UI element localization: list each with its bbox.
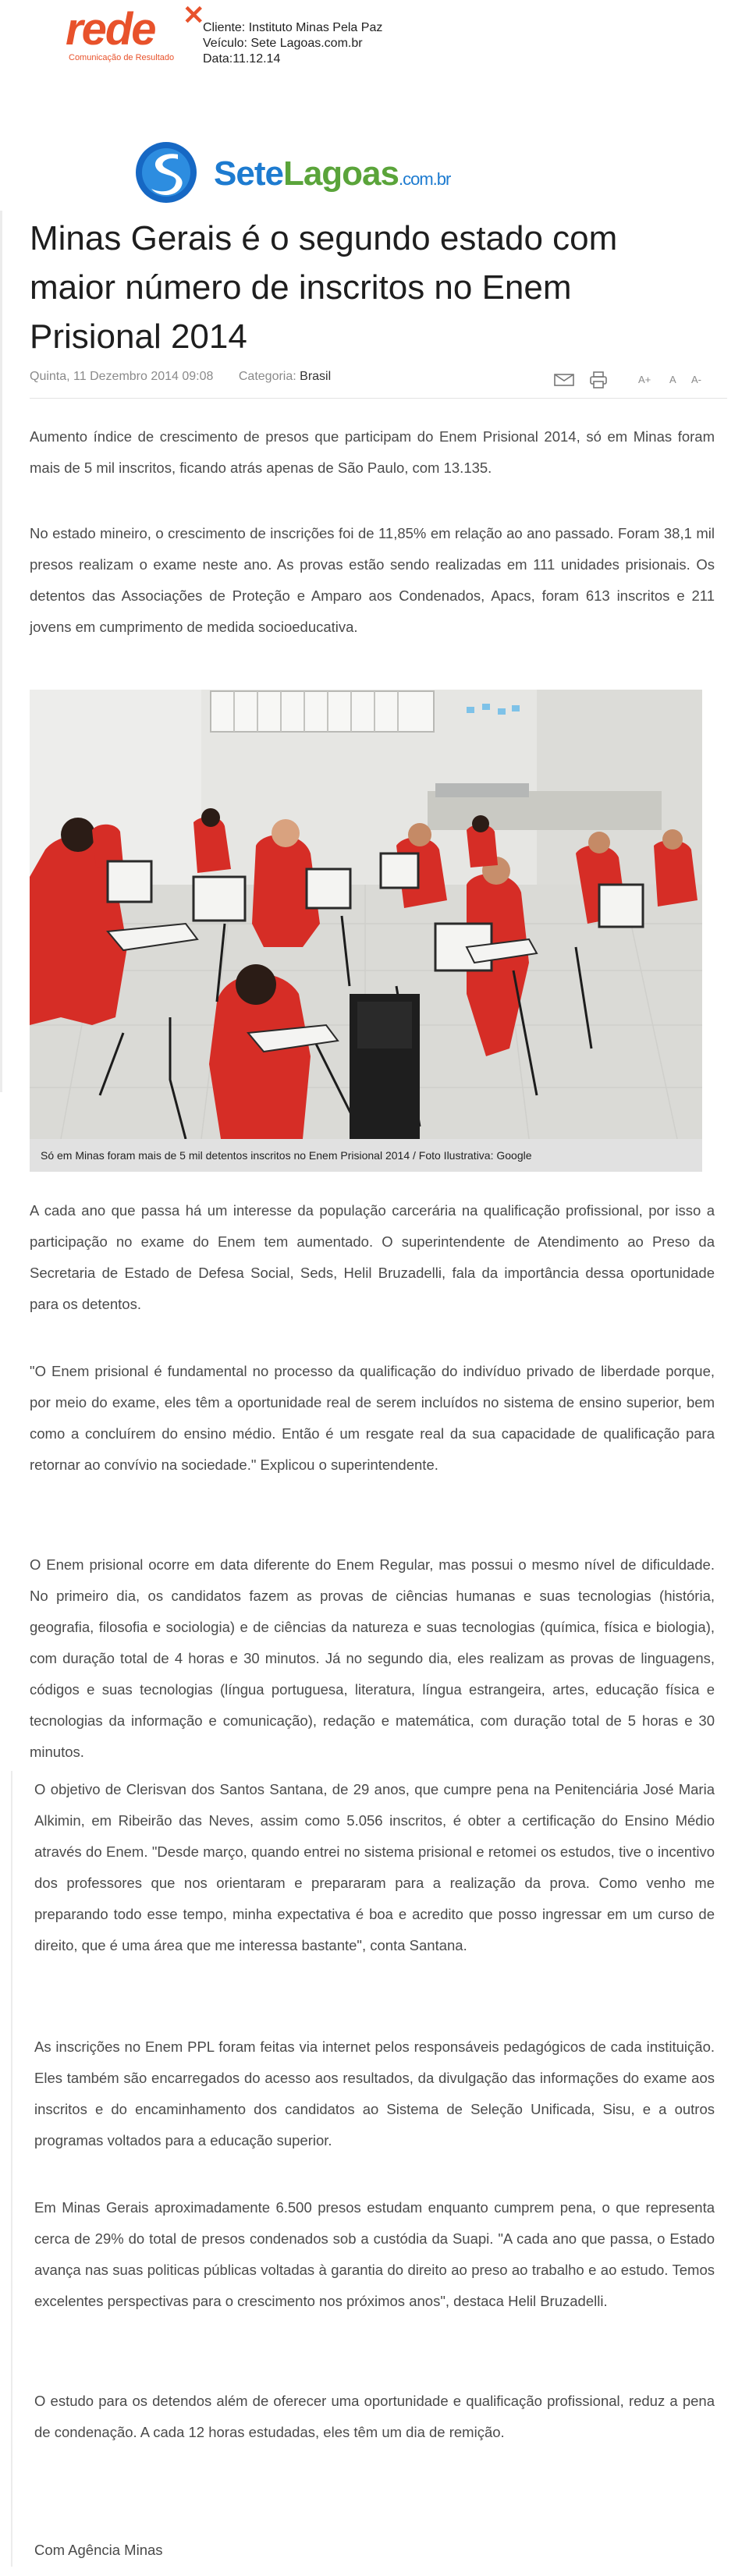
article-category-label: Categoria: (238, 370, 296, 383)
rede-logo-tagline: Comunicação de Resultado (69, 53, 175, 62)
article-paragraph: No estado mineiro, o crescimento de inscrições foi de 11,85% em relação ao ano passado. Foram 38,1 mil presos realizam o exame neste ano. As provas estão sendo realizadas em 111 unidades prisionais. Os detentos das Associações de Proteção e Amparo aos Condenados, Apacs, foram 613 inscritos e 211 jovens em cumprimento de medida socioeducativa. (30, 525, 715, 635)
left-divider-lower (11, 1771, 12, 2567)
article-paragraph: "O Enem prisional é fundamental no processo da qualificação do indivíduo privado de liberdade porque, por meio do exame, eles têm a oportunidade real de serem incluídos no sistema de ensino superior, bem como a concluírem do ensino médio. Então é um resgate real da sua capacidade de qualificação para retornar ao convívio na sociedade." Explicou o superintendente. (30, 1363, 715, 1473)
site-name-part1: Sete (214, 154, 283, 193)
clipping-date: Data:11.12.14 (203, 52, 281, 66)
font-reset-button[interactable]: A (669, 374, 676, 385)
clipping-header (66, 0, 534, 78)
email-icon[interactable] (554, 373, 574, 387)
rede-logo-x-icon: ✕ (183, 1, 205, 30)
left-divider (0, 211, 2, 1092)
article-paragraph: O estudo para os detendos além de oferecer uma oportunidade e qualificação profissional, reduz a pena de condenação. A cada 12 horas estudadas, eles têm um dia de remição. (34, 2393, 715, 2440)
site-logo-swirl-icon (134, 140, 198, 204)
font-decrease-button[interactable]: A- (691, 374, 701, 385)
clipping-client: Cliente: Instituto Minas Pela Paz (203, 21, 383, 34)
article-paragraph: Em Minas Gerais aproximadamente 6.500 presos estudam enquanto cumprem pena, o que representa cerca de 29% do total de presos condenados sob a custódia da Suapi. "A cada ano que passa, o Estado avança nas suas politicas públicas voltadas à garantia do direito ao preso ao trabalho e ao estudo. Temos excelentes perspectivas para o crescimento nos próximos anos", destaca Helil Bruzadelli. (34, 2199, 715, 2309)
site-name-part2: Lagoas (282, 154, 399, 193)
clipping-vehicle: Veículo: Sete Lagoas.com.br (203, 37, 363, 50)
site-logo[interactable] (131, 137, 474, 208)
print-icon[interactable] (590, 371, 607, 389)
article-paragraph: A cada ano que passa há um interesse da população carcerária na qualificação profissional, por isso a participação no exame do Enem tem aumentado. O superintendente de Atendimento ao Preso da Secretaria de Estado de Defesa Social, Seds, Helil Bruzadelli, fala da importância dessa oportunidade para os detentos. (30, 1202, 715, 1312)
rede-logo-word: rede (66, 4, 155, 55)
article-paragraph: As inscrições no Enem PPL foram feitas via internet pelos responsáveis pedagógicos de cada instituição. Eles também são encarregados do acesso aos resultados, da divulgação das informações do exame aos inscritos e do encaminhamento dos candidatos ao Sistema de Seleção Unificada, Sisu, e a outros programas voltados para a educação superior. (34, 2038, 715, 2148)
meta-separator (30, 398, 727, 399)
site-name-part3: .com.br (399, 169, 451, 189)
font-increase-button[interactable]: A+ (638, 374, 651, 385)
article-category[interactable]: Brasil (300, 370, 332, 383)
site-name (214, 154, 450, 193)
article-photo (30, 690, 702, 1139)
article-paragraph: O Enem prisional ocorre em data diferente do Enem Regular, mas possui o mesmo nível de dificuldade. No primeiro dia, os candidatos fazem as provas de ciências humanas e suas tecnologias (história, geografia, filosofia e sociologia) e de ciências da natureza e suas tecnologias (química, física e biologia), com duração total de 4 horas e 30 minutos. Já no segundo dia, eles realizam as provas de linguagens, códigos e suas tecnologias (língua portuguesa, literatura, língua estrangeira, artes, educação física e tecnologias da informação e comunicação), redação e matemática, com duração total de 5 horas e 30 minutos. (30, 1556, 715, 1760)
article-meta (30, 370, 732, 392)
rede-logo (66, 1, 205, 69)
article-title: Minas Gerais é o segundo estado com maior número de inscritos no Enem Prisional 2014 (30, 219, 618, 356)
article-signature: Com Agência Minas (34, 2542, 163, 2558)
article-date: Quinta, 11 Dezembro 2014 09:08 (30, 370, 214, 383)
article-paragraph: O objetivo de Clerisvan dos Santos Santana, de 29 anos, que cumpre pena na Penitenciária José Maria Alkimin, em Ribeirão das Neves, assim como 5.056 inscritos, é obter a certificação do Ensino Médio através do Enem. "Desde março, quando entrei no sistema prisional e retomei os estudos, tive o incentivo dos professores que nos orientaram e prepararam para a realização da prova. Como venho me preparando todo esse tempo, minha expectativa é boa e acredito que posso ingressar em um curso de direito, que é uma área que me interessa bastante", conta Santana. (34, 1781, 715, 1953)
clipping-meta (203, 20, 382, 67)
photo-caption: Só em Minas foram mais de 5 mil detentos inscritos no Enem Prisional 2014 / Foto Ilustrativa: Google (30, 1139, 702, 1172)
classroom-illustration (30, 690, 702, 1139)
article-paragraph: Aumento índice de crescimento de presos que participam do Enem Prisional 2014, só em Minas foram mais de 5 mil inscritos, ficando atrás apenas de São Paulo, com 13.135. (30, 428, 715, 476)
